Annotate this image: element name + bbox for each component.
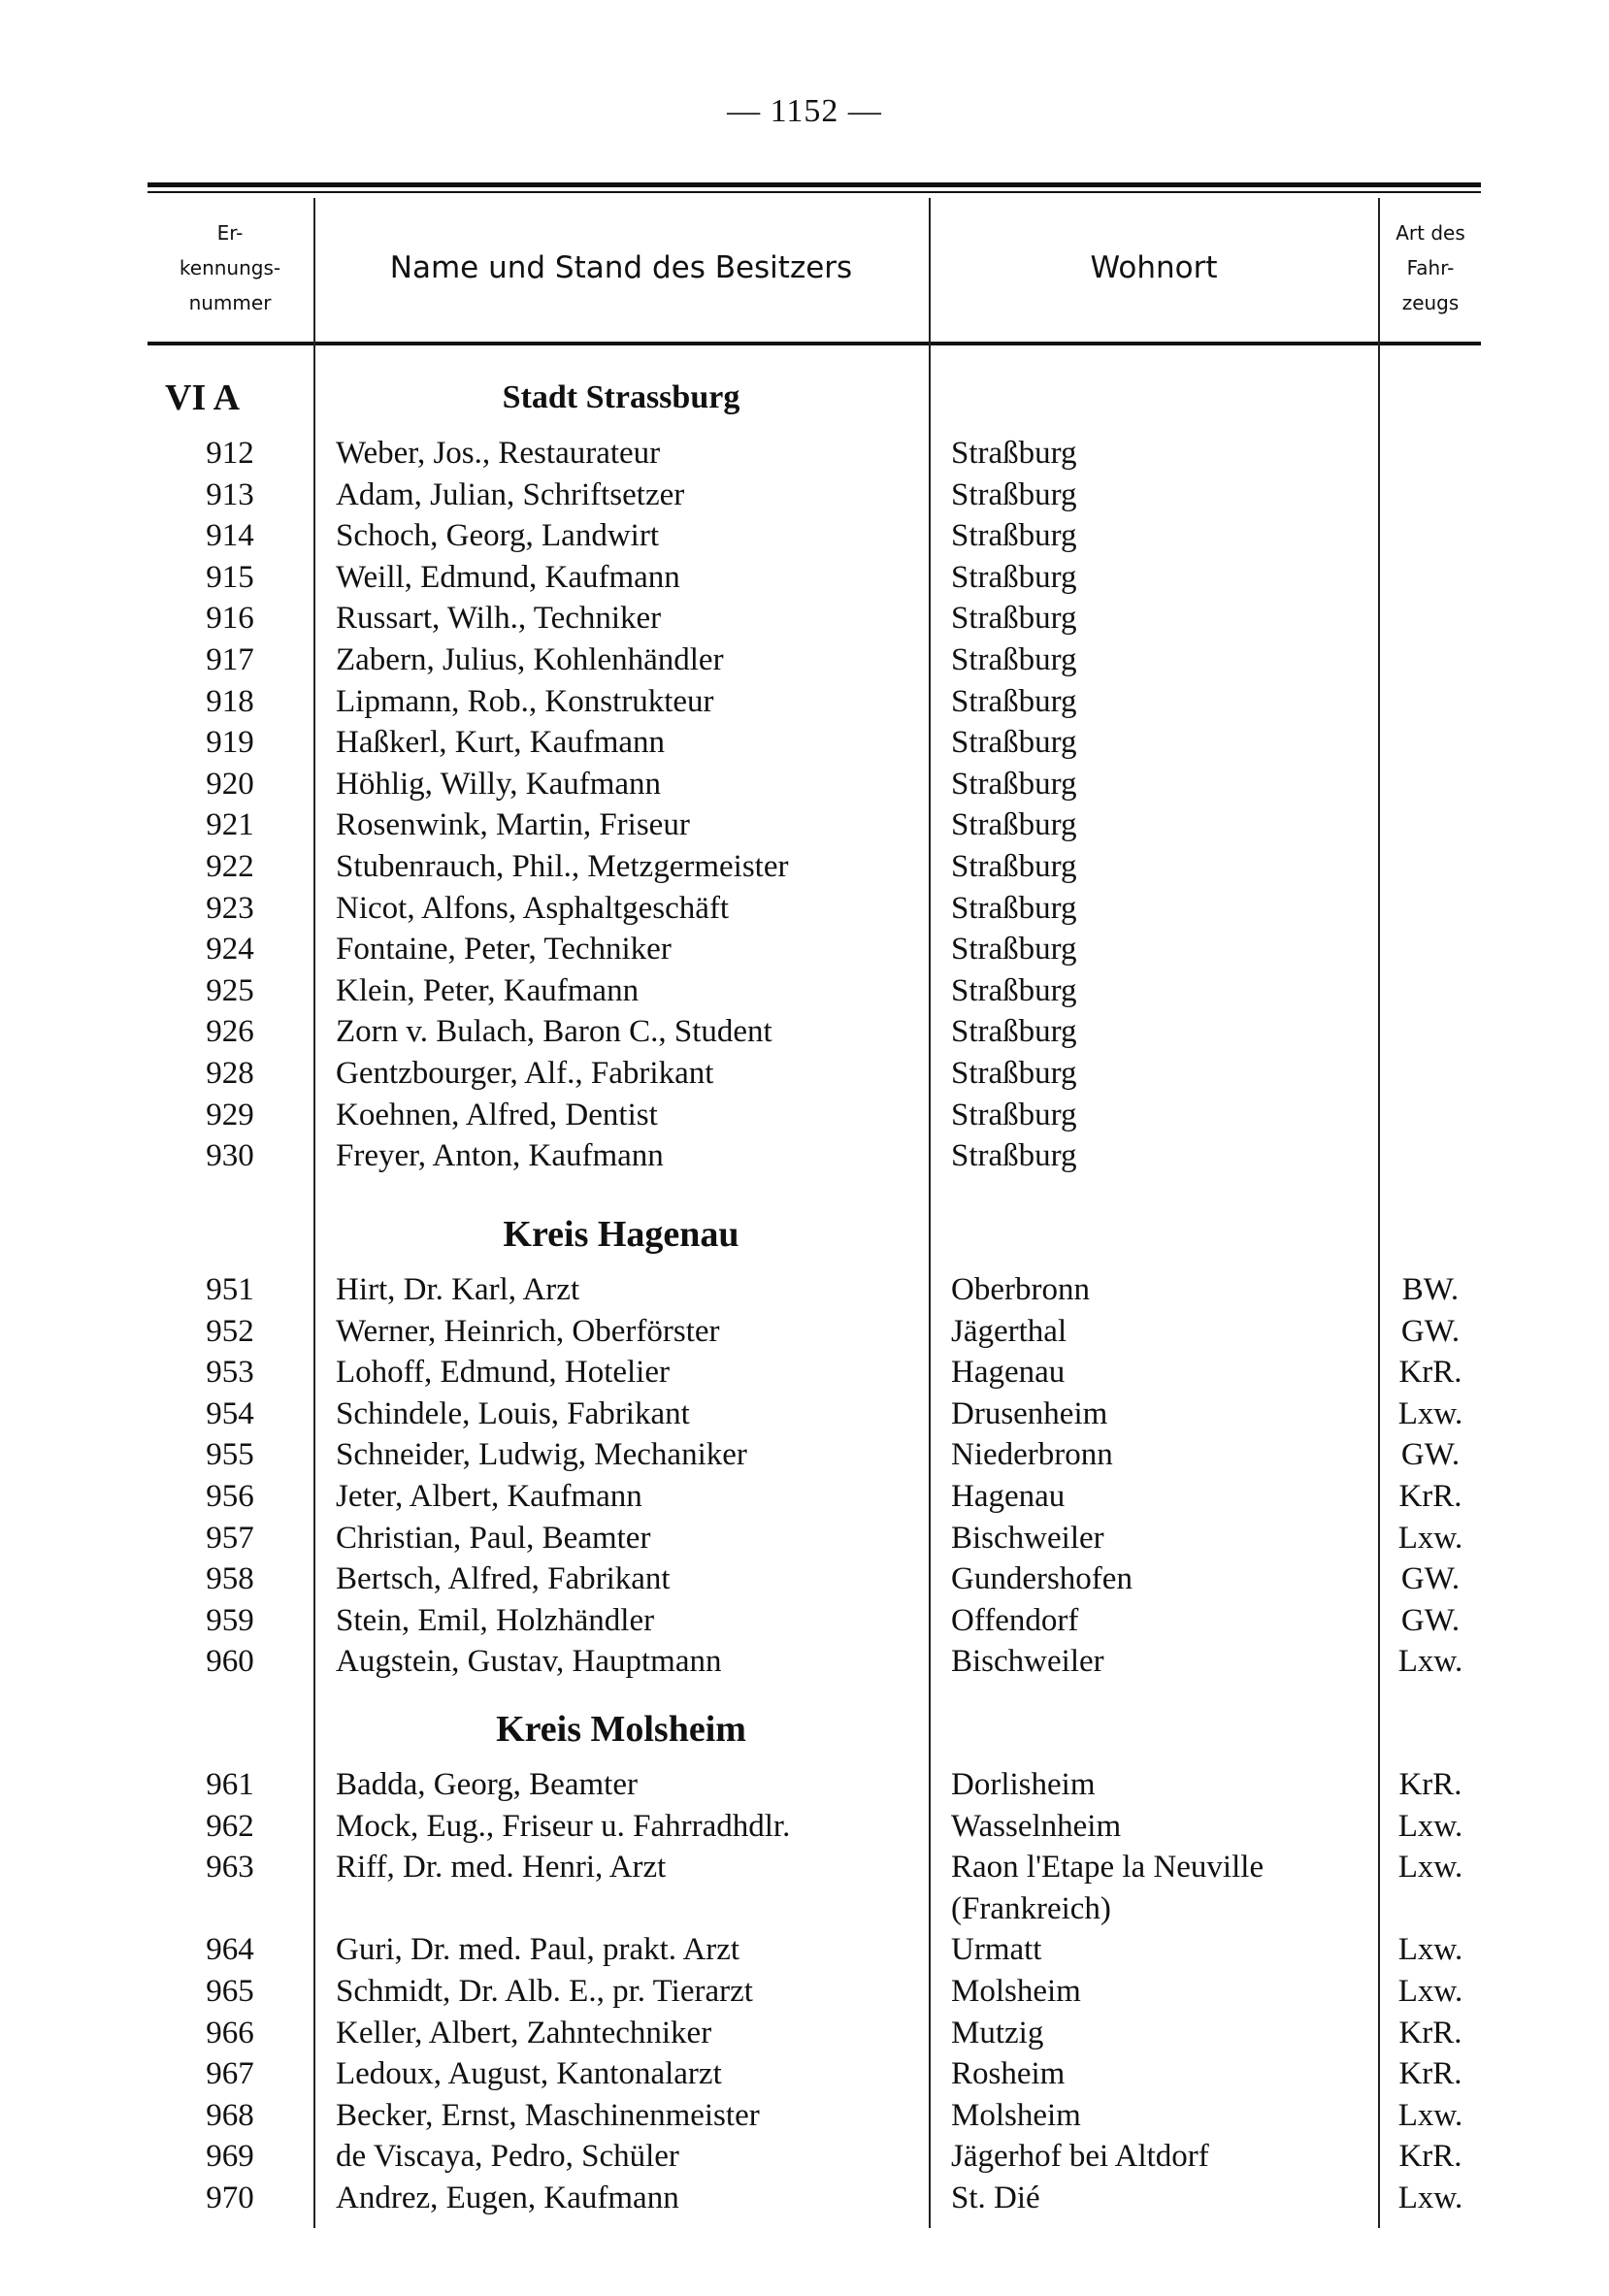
residence: Straßburg [951, 1098, 1077, 1132]
table-row [0, 433, 1609, 474]
registration-number: 952 [206, 1314, 254, 1349]
owner-name: Rosenwink, Martin, Friseur [336, 807, 690, 842]
registration-number: 925 [206, 973, 254, 1008]
registration-number: 926 [206, 1014, 254, 1049]
vehicle-type: Lxw. [1397, 1850, 1463, 1885]
registration-number: 964 [206, 1932, 254, 1967]
table-row [0, 1053, 1609, 1094]
vehicle-type: GW. [1400, 1603, 1461, 1638]
table-row [0, 1476, 1609, 1517]
owner-name: Koehnen, Alfred, Dentist [336, 1098, 658, 1132]
registration-number: 928 [206, 1056, 254, 1091]
table-row [0, 722, 1609, 763]
table-row [0, 888, 1609, 929]
vehicle-type: KrR. [1398, 1767, 1462, 1802]
table-row [0, 2136, 1609, 2177]
owner-name: Schmidt, Dr. Alb. E., pr. Tierarzt [336, 1974, 753, 2009]
owner-name: Hirt, Dr. Karl, Arzt [336, 1272, 580, 1307]
registration-number: 930 [206, 1138, 254, 1173]
registration-number: 959 [206, 1603, 254, 1638]
owner-name: Schindele, Louis, Fabrikant [336, 1396, 690, 1431]
registration-number: 913 [206, 477, 254, 512]
registration-number: 951 [206, 1272, 254, 1307]
vehicle-type: Lxw. [1397, 2098, 1463, 2133]
header-name: Name und Stand des Besitzers [389, 250, 853, 285]
registration-number: 955 [206, 1437, 254, 1472]
owner-name: Haßkerl, Kurt, Kaufmann [336, 725, 666, 760]
registration-number: 920 [206, 767, 254, 802]
vehicle-type: Lxw. [1397, 1809, 1463, 1844]
table-row [0, 1600, 1609, 1641]
vehicle-type: GW. [1400, 1561, 1461, 1596]
registration-number: 963 [206, 1850, 254, 1885]
residence: St. Dié [951, 2181, 1040, 2215]
registration-number: 918 [206, 684, 254, 719]
table-row [0, 1641, 1609, 1682]
residence: Bischweiler [951, 1521, 1104, 1556]
registration-number: 953 [206, 1355, 254, 1390]
table-row [0, 1929, 1609, 1970]
owner-name: de Viscaya, Pedro, Schüler [336, 2139, 679, 2174]
registration-number: 923 [206, 891, 254, 926]
table-row [0, 1764, 1609, 1805]
owner-name: Weber, Jos., Restaurateur [336, 436, 661, 471]
residence: Straßburg [951, 642, 1077, 677]
residence: Straßburg [951, 767, 1077, 802]
registration-number: 922 [206, 849, 254, 884]
owner-name: Lohoff, Edmund, Hotelier [336, 1355, 670, 1390]
table-row [0, 764, 1609, 804]
residence: Wasselnheim [951, 1809, 1122, 1844]
residence: Niederbronn [951, 1437, 1113, 1472]
registration-number: 917 [206, 642, 254, 677]
vehicle-type: BW. [1401, 1272, 1460, 1307]
registration-number: 912 [206, 436, 254, 471]
owner-name: Stein, Emil, Holzhändler [336, 1603, 655, 1638]
residence: Hagenau [951, 1355, 1066, 1390]
owner-name: Russart, Wilh., Techniker [336, 601, 662, 636]
residence: Mutzig [951, 2016, 1044, 2050]
owner-name: Christian, Paul, Beamter [336, 1521, 651, 1556]
section-title: Kreis Hagenau [503, 1214, 739, 1255]
table-row [0, 1135, 1609, 1176]
registration-number: 914 [206, 518, 254, 553]
table-row [0, 1518, 1609, 1558]
table-row [0, 515, 1609, 556]
registration-number: 961 [206, 1767, 254, 1802]
owner-name: Lipmann, Rob., Konstrukteur [336, 684, 714, 719]
owner-name: Werner, Heinrich, Oberförster [336, 1314, 720, 1349]
table-row [0, 1434, 1609, 1475]
table-row [0, 475, 1609, 515]
registration-number: 966 [206, 2016, 254, 2050]
table-row [0, 2013, 1609, 2053]
vehicle-type: KrR. [1398, 2016, 1462, 2050]
table-row [0, 929, 1609, 969]
table-row [0, 681, 1609, 722]
registration-number: 916 [206, 601, 254, 636]
section-title: Stadt Strassburg [502, 379, 740, 415]
table-row [0, 1806, 1609, 1847]
owner-name: Zabern, Julius, Kohlenhändler [336, 642, 724, 677]
owner-name: Riff, Dr. med. Henri, Arzt [336, 1850, 667, 1885]
residence: (Frankreich) [951, 1891, 1111, 1926]
vehicle-type: GW. [1400, 1314, 1461, 1349]
vehicle-type: Lxw. [1397, 1396, 1463, 1431]
residence: Molsheim [951, 1974, 1081, 2009]
header-rule [148, 342, 1481, 345]
table-row [0, 1352, 1609, 1393]
page-number: — 1152 — [727, 93, 882, 129]
table-row [0, 970, 1609, 1011]
residence: Straßburg [951, 807, 1077, 842]
residence: Straßburg [951, 932, 1077, 967]
residence: Straßburg [951, 518, 1077, 553]
vehicle-type: Lxw. [1397, 1521, 1463, 1556]
owner-name: Augstein, Gustav, Hauptmann [336, 1644, 722, 1679]
vehicle-type: Lxw. [1397, 1974, 1463, 2009]
residence: Offendorf [951, 1603, 1079, 1638]
owner-name: Badda, Georg, Beamter [336, 1767, 638, 1802]
vehicle-type: Lxw. [1397, 2181, 1463, 2215]
owner-name: Schoch, Georg, Landwirt [336, 518, 659, 553]
residence: Straßburg [951, 849, 1077, 884]
table-row [0, 1269, 1609, 1310]
residence: Straßburg [951, 1014, 1077, 1049]
residence: Raon l'Etape la Neuville [951, 1850, 1264, 1885]
top-rule-thin [148, 191, 1481, 193]
table-row [0, 1888, 1609, 1929]
residence: Jägerhof bei Altdorf [951, 2139, 1209, 2174]
vehicle-type: Lxw. [1397, 1644, 1463, 1679]
registration-number: 915 [206, 560, 254, 595]
residence: Rosheim [951, 2056, 1066, 2091]
owner-name: Höhlig, Willy, Kaufmann [336, 767, 662, 802]
header-wohnort: Wohnort [1090, 250, 1218, 285]
registration-number: 921 [206, 807, 254, 842]
top-rule [148, 182, 1481, 187]
owner-name: Keller, Albert, Zahntechniker [336, 2016, 712, 2050]
owner-name: Andrez, Eugen, Kaufmann [336, 2181, 679, 2215]
table-row [0, 1011, 1609, 1052]
residence: Gundershofen [951, 1561, 1133, 1596]
registration-number: 969 [206, 2139, 254, 2174]
owner-name: Adam, Julian, Schriftsetzer [336, 477, 685, 512]
registration-number: 924 [206, 932, 254, 967]
registration-number: 929 [206, 1098, 254, 1132]
registration-number: 919 [206, 725, 254, 760]
residence: Straßburg [951, 1138, 1077, 1173]
table-row [0, 557, 1609, 598]
residence: Straßburg [951, 725, 1077, 760]
residence: Straßburg [951, 973, 1077, 1008]
owner-name: Zorn v. Bulach, Baron C., Student [336, 1014, 772, 1049]
residence: Straßburg [951, 684, 1077, 719]
vehicle-type: KrR. [1398, 2056, 1462, 2091]
residence: Straßburg [951, 601, 1077, 636]
table-row [0, 2053, 1609, 2094]
section-title: Kreis Molsheim [496, 1709, 746, 1750]
owner-name: Nicot, Alfons, Asphaltgeschäft [336, 891, 730, 926]
owner-name: Ledoux, August, Kantonalarzt [336, 2056, 722, 2091]
residence: Molsheim [951, 2098, 1081, 2133]
header-number: Er- kennungs- nummer [179, 221, 281, 314]
registration-number: 958 [206, 1561, 254, 1596]
residence: Straßburg [951, 477, 1077, 512]
registration-number: 960 [206, 1644, 254, 1679]
table-row [0, 846, 1609, 887]
table-row [0, 1095, 1609, 1135]
owner-name: Mock, Eug., Friseur u. Fahrradhdlr. [336, 1809, 791, 1844]
residence: Straßburg [951, 560, 1077, 595]
registration-number: 957 [206, 1521, 254, 1556]
registration-number: 965 [206, 1974, 254, 2009]
residence: Straßburg [951, 891, 1077, 926]
owner-name: Gentzbourger, Alf., Fabrikant [336, 1056, 714, 1091]
residence: Dorlisheim [951, 1767, 1096, 1802]
table-row [0, 640, 1609, 680]
owner-name: Schneider, Ludwig, Mechaniker [336, 1437, 747, 1472]
registration-number: 956 [206, 1479, 254, 1514]
vehicle-type: KrR. [1398, 2139, 1462, 2174]
registration-number: 967 [206, 2056, 254, 2091]
table-row [0, 1558, 1609, 1599]
owner-name: Becker, Ernst, Maschinenmeister [336, 2098, 760, 2133]
table-row [0, 2178, 1609, 2218]
header-art: Art des Fahr- zeugs [1396, 221, 1465, 314]
residence: Hagenau [951, 1479, 1066, 1514]
table-row [0, 804, 1609, 845]
vehicle-type: KrR. [1398, 1479, 1462, 1514]
vehicle-type: KrR. [1398, 1355, 1462, 1390]
registration-number: 970 [206, 2181, 254, 2215]
residence: Straßburg [951, 1056, 1077, 1091]
owner-name: Stubenrauch, Phil., Metzgermeister [336, 849, 789, 884]
owner-name: Freyer, Anton, Kaufmann [336, 1138, 664, 1173]
residence: Straßburg [951, 436, 1077, 471]
residence: Bischweiler [951, 1644, 1104, 1679]
owner-name: Jeter, Albert, Kaufmann [336, 1479, 642, 1514]
owner-name: Klein, Peter, Kaufmann [336, 973, 640, 1008]
table-row [0, 1971, 1609, 2012]
owner-name: Weill, Edmund, Kaufmann [336, 560, 680, 595]
vehicle-type: Lxw. [1397, 1932, 1463, 1967]
vehicle-type: GW. [1400, 1437, 1461, 1472]
table-row [0, 598, 1609, 639]
residence: Oberbronn [951, 1272, 1090, 1307]
residence: Jägerthal [951, 1314, 1067, 1349]
table-row [0, 2095, 1609, 2136]
table-row [0, 1311, 1609, 1352]
table-row [0, 1847, 1609, 1887]
section-code: VI A [165, 377, 241, 418]
registration-number: 962 [206, 1809, 254, 1844]
residence: Drusenheim [951, 1396, 1108, 1431]
registration-number: 968 [206, 2098, 254, 2133]
table-row [0, 1394, 1609, 1434]
owner-name: Fontaine, Peter, Techniker [336, 932, 672, 967]
owner-name: Bertsch, Alfred, Fabrikant [336, 1561, 671, 1596]
registration-number: 954 [206, 1396, 254, 1431]
owner-name: Guri, Dr. med. Paul, prakt. Arzt [336, 1932, 740, 1967]
residence: Urmatt [951, 1932, 1042, 1967]
